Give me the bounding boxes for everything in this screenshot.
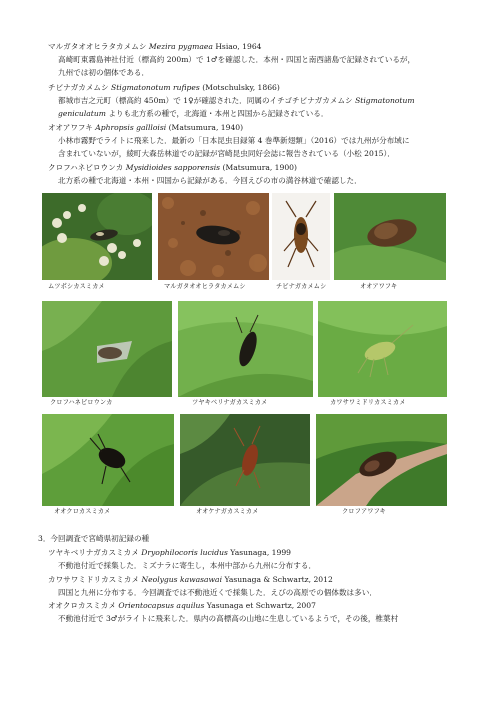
entry-body: 四国と九州に分布する．今回調査では不動池近くで採集した．えびの高原での個体数は多い． xyxy=(58,588,377,597)
photo-ookurokasumi xyxy=(42,414,174,506)
entry-title: ツヤキベリナガカスミカメ Dryophilocoris lucidus Yasunaga, 1999 xyxy=(48,548,291,557)
photo-marugata xyxy=(158,193,269,280)
photo-caption: オオアワフキ xyxy=(360,283,398,290)
entry-body: geniculatum よりも北方系の種で，北海道・本州と四国から記録されている． xyxy=(58,109,329,118)
entry-body: 九州では初の個体である． xyxy=(58,68,150,77)
entry-body: 北方系の種で北海道・本州・四国から記録がある．今回えびの市の満谷林道で確認した． xyxy=(58,176,362,185)
entry-title: クロフハネビロウンカ Mysidioides sapporensis (Matsumura, 1900) xyxy=(48,163,297,172)
photo-kurofuhanebiro xyxy=(42,301,172,397)
photo-ookenagakasumi xyxy=(180,414,310,506)
photo-caption: クロフアワフキ xyxy=(342,508,386,515)
photo-caption: マルガタオオヒラタカメムシ xyxy=(164,283,246,290)
photo-ooawafuki xyxy=(334,193,446,280)
entry-title: オオアワフキ Aphropsis gallloisi (Matsumura, 1940) xyxy=(48,123,244,132)
photo-chibinaga xyxy=(272,193,330,280)
photo-kurofuawafuki xyxy=(316,414,447,506)
photo-caption: オオケナガカスミカメ xyxy=(196,508,259,515)
entry-title: チビナガカメムシ Stigmatonotum rufipes (Motschulsky, 1866) xyxy=(48,83,280,92)
entry-body: 高崎町東霧島神社付近（標高約 200m）で 1♂を確認した．本州・四国と南西諸島で記録されているが， xyxy=(58,55,416,64)
photo-kawasawamidori xyxy=(318,301,447,397)
photo-caption: ムツボシカスミカメ xyxy=(48,283,105,290)
entry-body: 都城市吉之元町（標高約 450m）で 1♀が確認された．同属のイチゴチビナガカメムシ Stigmatonotum xyxy=(58,96,415,105)
photo-caption: カワサワミドリカスミカメ xyxy=(330,399,406,406)
section-heading: 3．今回調査で宮崎県初記録の種 xyxy=(38,534,150,543)
photo-mutsuboshi xyxy=(42,193,152,280)
photo-caption: チビナガカメムシ xyxy=(276,283,327,290)
entry-title: マルガタオオヒラタカメムシ Mezira pygmaea Hsiao, 1964 xyxy=(48,42,262,51)
entry-title: カワサワミドリカスミカメ Neolygus kawasawai Yasunaga & Schwartz, 2012 xyxy=(48,575,333,584)
photo-tsuyakiberinaga xyxy=(178,301,313,397)
photo-caption: オオクロカスミカメ xyxy=(54,508,111,515)
entry-title: オオクロカスミカメ Orientocapsus aquilus Yasunaga et Schwartz, 2007 xyxy=(48,601,316,610)
photo-caption: ツヤキベリナガカスミカメ xyxy=(192,399,268,406)
entry-body: 含まれていないが，綾町大森岳林道での記録が宮崎昆虫同好会誌に報告されている（小松 2015）． xyxy=(58,149,395,158)
entry-body: 不動池付近で採集した．ミズナラに寄生し，本州中部から九州に分布する． xyxy=(58,561,317,570)
photo-caption: クロフハネビロウンカ xyxy=(50,399,113,406)
entry-body: 不動池付近で 3♂がライトに飛来した．県内の高標高の山地に生息しているようで，その後，椎葉村 xyxy=(58,614,399,623)
entry-body: 小林市霧野でライトに飛来した．最新の「日本昆虫目録第 4 巻準新翅類」（2016）では九州が分布域に xyxy=(58,136,410,145)
